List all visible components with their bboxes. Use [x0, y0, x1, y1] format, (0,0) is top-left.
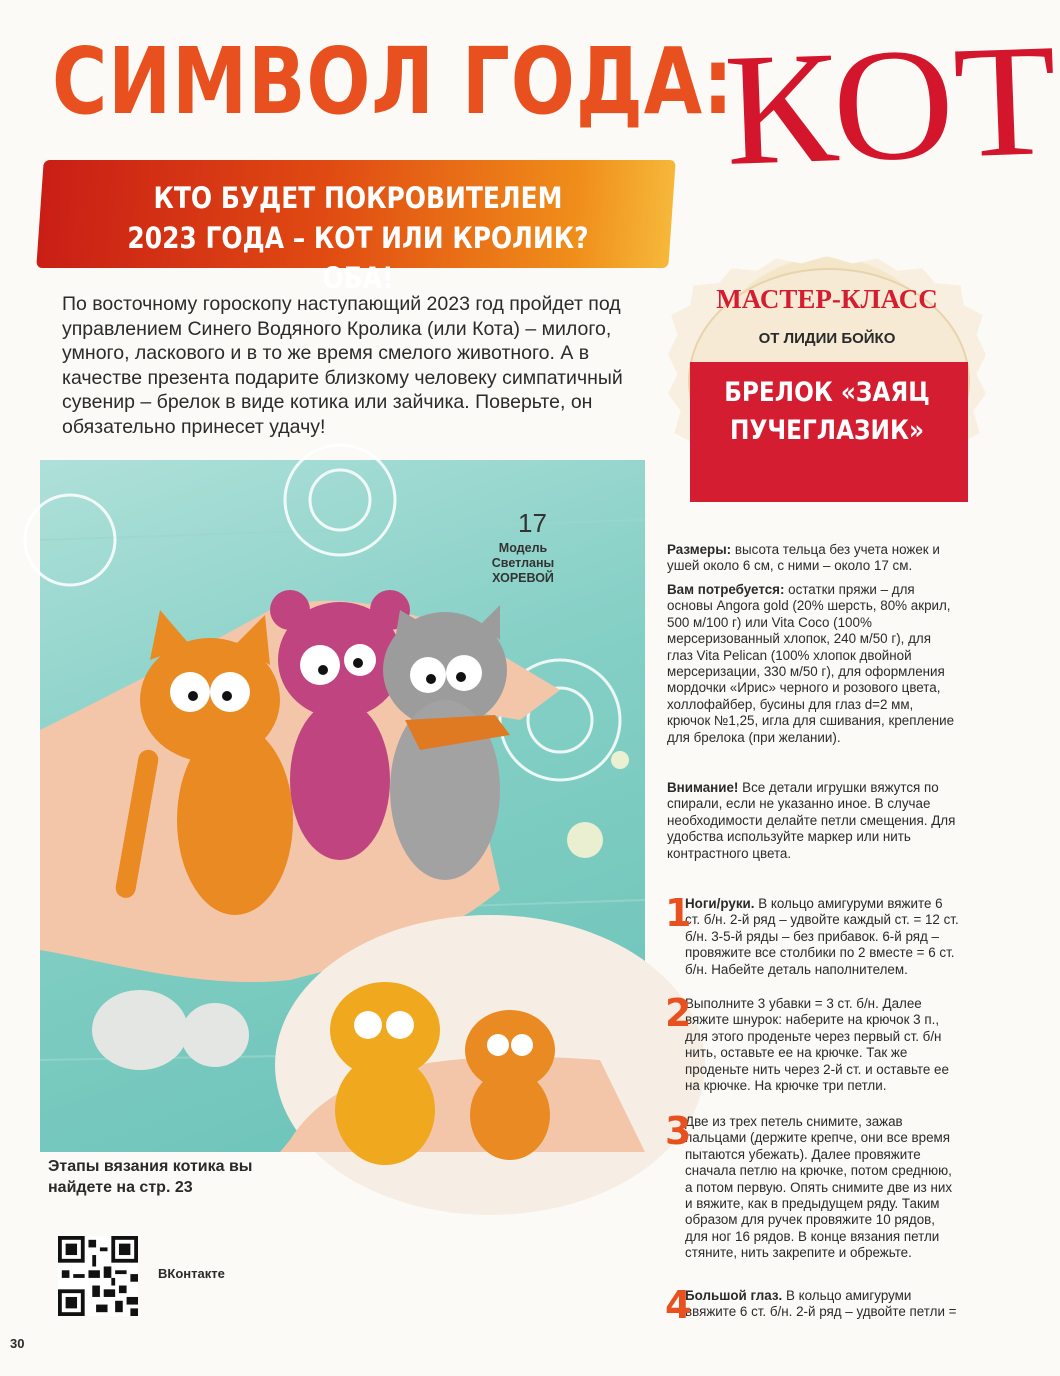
step-text: В кольцо амигуруми ввяжите 6 ст. б/н. 2-й ряд – удвойте петли =	[685, 1288, 957, 1320]
materials-label: Вам потребуется:	[667, 582, 785, 597]
stages-caption: Этапы вязания котика вы найдете на стр. 23	[48, 1158, 253, 1196]
model-caption: Модель Светланы ХОРЕВОЙ	[491, 541, 555, 585]
step-number: 4	[665, 1283, 692, 1327]
attention-paragraph	[667, 780, 959, 862]
qr-code-icon[interactable]	[58, 1236, 138, 1316]
badge-title: МАСТЕР-КЛАСС	[716, 284, 938, 314]
intro-paragraph: По восточному гороскопу наступающий 2023 год пройдет под управлением Синего Водяного Кролика (или Кота) – милого, умного, ласкового и в то же время смелого животного. А в качестве презента подарите близкому человеку симпатичный сувенир – брелок в виде котика или зайчика. Поверьте, он обязательно принесет удачу!	[62, 293, 623, 438]
materials-text: остатки пряжи – для основы Angora gold (20% шерсть, 80% акрил, 500 м/100 г) или Vita Coco (100% мерсеризованный хлопок, 240 м/50 г), для глаз Vita Pelican (100% хлопок двойной мерсеризации, 330 м/50 г), для оформления мордочки «Ирис» черного и розового цвета, холлофайбер, бусины для глаз d=2 мм, крючок №1,25, игла для сшивания, крепление для брелока (при желании).	[667, 582, 955, 745]
sizes-text: высота тельца без учета ножек и ушей около 6 см, с ними – около 17 см.	[667, 542, 940, 574]
step-text: Выполните 3 убавки = 3 ст. б/н. Далее вяжите шнурок: наберите на крючок 3 п., для этого проденьте через первый ст. б/н нить, оставьте ее на крючке. Так же проденьте нить через 2-й ст. и оставьте ее на крючке. На крючке три петли.	[685, 996, 949, 1094]
attention-text: Все детали игрушки вяжутся по спирали, если не указанно иное. В случае необходимости делайте петли смещения. Для удобства используйте маркер или нить контрастного цвета.	[667, 780, 956, 861]
step-4	[665, 1283, 960, 1327]
badge-author: ОТ ЛИДИИ БОЙКО	[758, 330, 896, 347]
step-1	[665, 891, 960, 978]
badge-project-name: БРЕЛОК «ЗАЯЦ ПУЧЕГЛАЗИК»	[724, 377, 930, 446]
step-number: 2	[665, 991, 692, 1035]
step-text: В кольцо амигуруми вяжите 6 ст. б/н. 2-й ряд – удвойте каждый ст. = 12 ст. б/н. 3-5-й ряды – без прибавок. 6-й ряд – провяжите все столбики по 2 вместе = 6 ст. б/н. Набейте деталь наполнителем.	[685, 896, 959, 977]
title-word-kot: КОТ	[721, 9, 1060, 199]
step-2	[665, 991, 960, 1094]
vk-label: ВКонтакте	[158, 1266, 225, 1281]
step-number: 1	[665, 891, 692, 935]
sizes-paragraph	[667, 542, 959, 575]
sizes-label: Размеры:	[667, 542, 732, 557]
subtitle-banner-text: КТО БУДЕТ ПОКРОВИТЕЛЕМ 2023 ГОДА – КОТ ИЛИ КРОЛИК? ОБА!	[127, 181, 589, 295]
step-text: Две из трех петель снимите, зажав пальцами (держите крепче, они все время пытаются убежать). Далее провяжите сначала петлю на крючке, потом среднюю, а потом первую. Опять снимите две из них и вяжите, как в предыдущем ряду. Таким образом для ручек провяжите 10 рядов, для ног 16 рядов. В конце вязания петли стяните, нить закрепите и обрежьте.	[685, 1114, 953, 1261]
attention-label: Внимание!	[667, 780, 739, 795]
page-number: 30	[10, 1336, 25, 1351]
page-title: СИМВОЛ ГОДА:	[52, 28, 734, 135]
step-label: Большой глаз.	[685, 1288, 783, 1303]
materials-paragraph	[667, 582, 959, 746]
step-3	[665, 1109, 960, 1262]
step-label: Ноги/руки.	[685, 896, 755, 911]
step-number: 3	[665, 1109, 692, 1153]
model-number: 17	[518, 508, 547, 538]
